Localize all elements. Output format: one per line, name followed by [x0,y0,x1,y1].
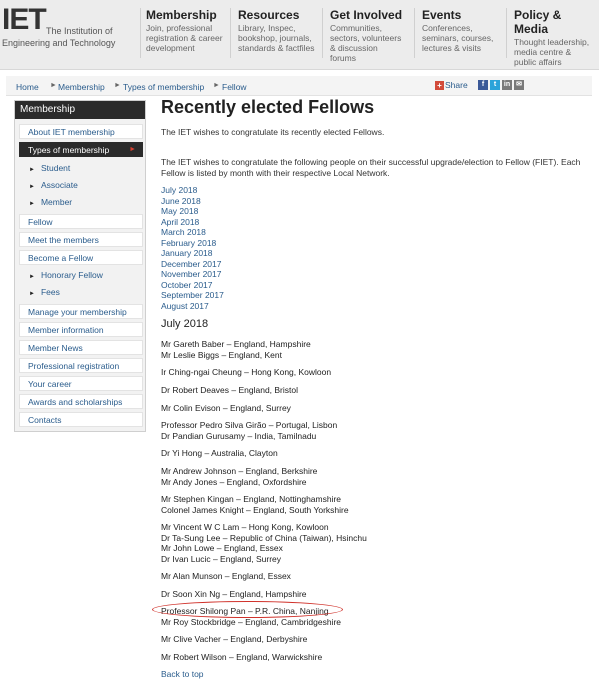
sidebar-subitem-fees[interactable] [29,286,60,300]
sidebar-item-contacts[interactable]: Contacts [19,412,143,427]
sidebar-item-info[interactable]: Member information [19,322,143,337]
nav-title: Events [422,8,462,22]
breadcrumb-fellow[interactable]: Fellow [222,82,247,92]
month-link[interactable]: April 2018 [161,216,200,227]
month-link[interactable]: August 2017 [161,300,209,311]
nav-description: Communities, sectors, volunteers & discussion forums [330,23,402,63]
share-label: Share [445,80,468,90]
fellow-entry: Dr Robert Deaves – England, Bristol [161,385,299,395]
back-to-top-link[interactable]: Back to top [161,669,204,679]
sidebar [14,100,146,432]
sidebar-item-become[interactable]: Become a Fellow [19,250,143,265]
email-icon[interactable]: ✉ [514,80,524,90]
breadcrumb-types[interactable]: Types of membership [123,82,205,92]
fellow-entry: Mr Leslie Biggs – England, Kent [161,349,282,360]
fellow-entry: Mr Gareth Baber – England, Hampshire [161,339,311,349]
fellow-entry: Dr Yi Hong – Australia, Clayton [161,448,278,458]
fellow-entry: Dr Soon Xin Ng – England, Hampshire [161,589,307,599]
sidebar-item-registration[interactable]: Professional registration [19,358,143,373]
fellow-entry: Professor Pedro Silva Girão – Portugal, Lisbon [161,420,338,430]
logo-line2: Engineering and Technology [2,38,116,48]
nav-get-involved[interactable] [330,8,412,68]
nav-resources[interactable] [238,8,322,68]
sidebar-item-label: Fees [40,287,60,297]
fellow-entry: Mr Andy Jones – England, Oxfordshire [161,476,307,487]
triangle-right-icon: ► [29,167,35,173]
month-link[interactable]: May 2018 [161,206,199,216]
iet-logo[interactable] [2,5,142,50]
intro-text: The IET wishes to congratulate its recently elected Fellows. [161,127,385,137]
sidebar-item-label: Types of membership [28,145,110,155]
month-link[interactable]: October 2017 [161,279,213,290]
breadcrumb-membership[interactable]: Membership [58,82,105,92]
nav-title: Get Involved [330,8,403,22]
breadcrumb-home[interactable]: Home [16,82,39,92]
sidebar-item-types[interactable] [19,142,143,157]
nav-title: Policy & Media [514,8,562,36]
site-header [0,0,599,70]
nav-events[interactable] [422,8,506,68]
fellow-entry: Dr Ivan Lucic – England, Surrey [161,553,282,564]
linkedin-icon[interactable]: in [503,81,511,88]
sidebar-item-label: Honorary Fellow [40,270,103,280]
sidebar-item-meet[interactable]: Meet the members [19,232,143,247]
sidebar-item-fellow[interactable]: Fellow [19,214,143,229]
nav-description: Conferences, seminars, courses, lectures & visits [422,23,494,53]
fellow-entry: Mr Stephen Kingan – England, Nottinghamshire [161,494,342,504]
sidebar-item-career[interactable]: Your career [19,376,143,391]
twitter-icon[interactable]: t [490,80,500,90]
plus-icon: + [435,81,444,90]
logo-mark: IET [2,3,46,36]
month-link[interactable]: January 2018 [161,248,213,258]
highlight-ellipse [152,601,343,618]
fellow-entry: Colonel James Knight – England, South Yorkshire [161,504,349,515]
fellow-entry: Mr Vincent W C Lam – Hong Kong, Kowloon [161,522,329,532]
month-link[interactable]: June 2018 [161,195,201,206]
sidebar-subitem-associate[interactable] [29,179,78,193]
fellow-entry: Professor Shilong Pan – P.R. China, Nanjing [161,606,329,616]
sidebar-heading: Membership [15,101,145,119]
month-link[interactable]: February 2018 [161,237,217,248]
facebook-icon[interactable]: f [478,80,488,90]
nav-divider [322,8,323,58]
nav-title: Resources [238,8,300,22]
nav-description: Join, professional registration & career development [146,23,223,53]
nav-divider [230,8,231,58]
nav-divider [140,8,141,58]
month-link[interactable]: November 2017 [161,269,222,279]
chevron-right-icon: ► [114,82,121,89]
nav-description: Thought leadership, media centre & public affairs [514,37,590,67]
sidebar-subitem-student[interactable] [29,162,70,176]
body-text: The IET wishes to congratulate the following people on their successful upgrade/election to Fellow (FIET). Each Fellow is listed by month with their respective Local Network. [161,157,581,178]
share-button[interactable] [435,80,468,90]
arrow-right-icon: ► [129,146,136,153]
sidebar-item-awards[interactable]: Awards and scholarships [19,394,143,409]
sidebar-item-about[interactable]: About IET membership [19,124,143,139]
sidebar-item-label: Associate [40,180,78,190]
nav-title: Membership [146,8,217,22]
fellow-entry: Mr Clive Vacher – England, Derbyshire [161,634,308,644]
logo-line1: The Institution of [46,26,113,36]
fellow-entry: Mr Robert Wilson – England, Warwickshire [161,652,323,662]
section-heading: July 2018 [161,318,209,330]
page-title: Recently elected Fellows [161,97,375,117]
sidebar-item-manage[interactable]: Manage your membership [19,304,143,319]
fellow-entry: Mr Alan Munson – England, Essex [161,571,291,581]
month-link[interactable]: December 2017 [161,258,222,269]
fellow-entry: Mr Andrew Johnson – England, Berkshire [161,466,318,476]
chevron-right-icon: ► [50,82,57,89]
breadcrumb [6,76,592,96]
month-link[interactable]: September 2017 [161,290,224,300]
chevron-right-icon: ► [213,82,220,89]
fellow-entry: Mr John Lowe – England, Essex [161,543,283,553]
fellow-entry: Dr Ta-Sung Lee – Republic of China (Taiwan), Hsinchu [161,532,367,543]
nav-description: Library, Inspec, bookshop, journals, standards & factfiles [238,23,315,53]
nav-divider [506,8,507,58]
fellow-entry: Dr Pandian Gurusamy – India, Tamilnadu [161,430,317,441]
fellow-entry: Mr Colin Evison – England, Surrey [161,402,291,413]
triangle-right-icon: ► [29,291,35,297]
sidebar-item-label: Student [40,163,71,173]
triangle-right-icon: ► [29,201,35,207]
nav-membership[interactable] [146,8,226,68]
sidebar-item-label: Member [40,197,73,207]
month-link[interactable]: July 2018 [161,185,198,195]
sidebar-subitem-member[interactable] [29,196,72,210]
triangle-right-icon: ► [29,274,35,280]
nav-divider [414,8,415,58]
nav-policy-media[interactable] [514,8,598,68]
sidebar-subitem-honorary[interactable] [29,269,103,283]
fellow-entry: Mr Roy Stockbridge – England, Cambridgeshire [161,616,342,627]
triangle-right-icon: ► [29,184,35,190]
sidebar-item-news[interactable]: Member News [19,340,143,355]
month-link[interactable]: March 2018 [161,227,206,237]
fellow-entry: Ir Ching-ngai Cheung – Hong Kong, Kowloon [161,367,332,377]
